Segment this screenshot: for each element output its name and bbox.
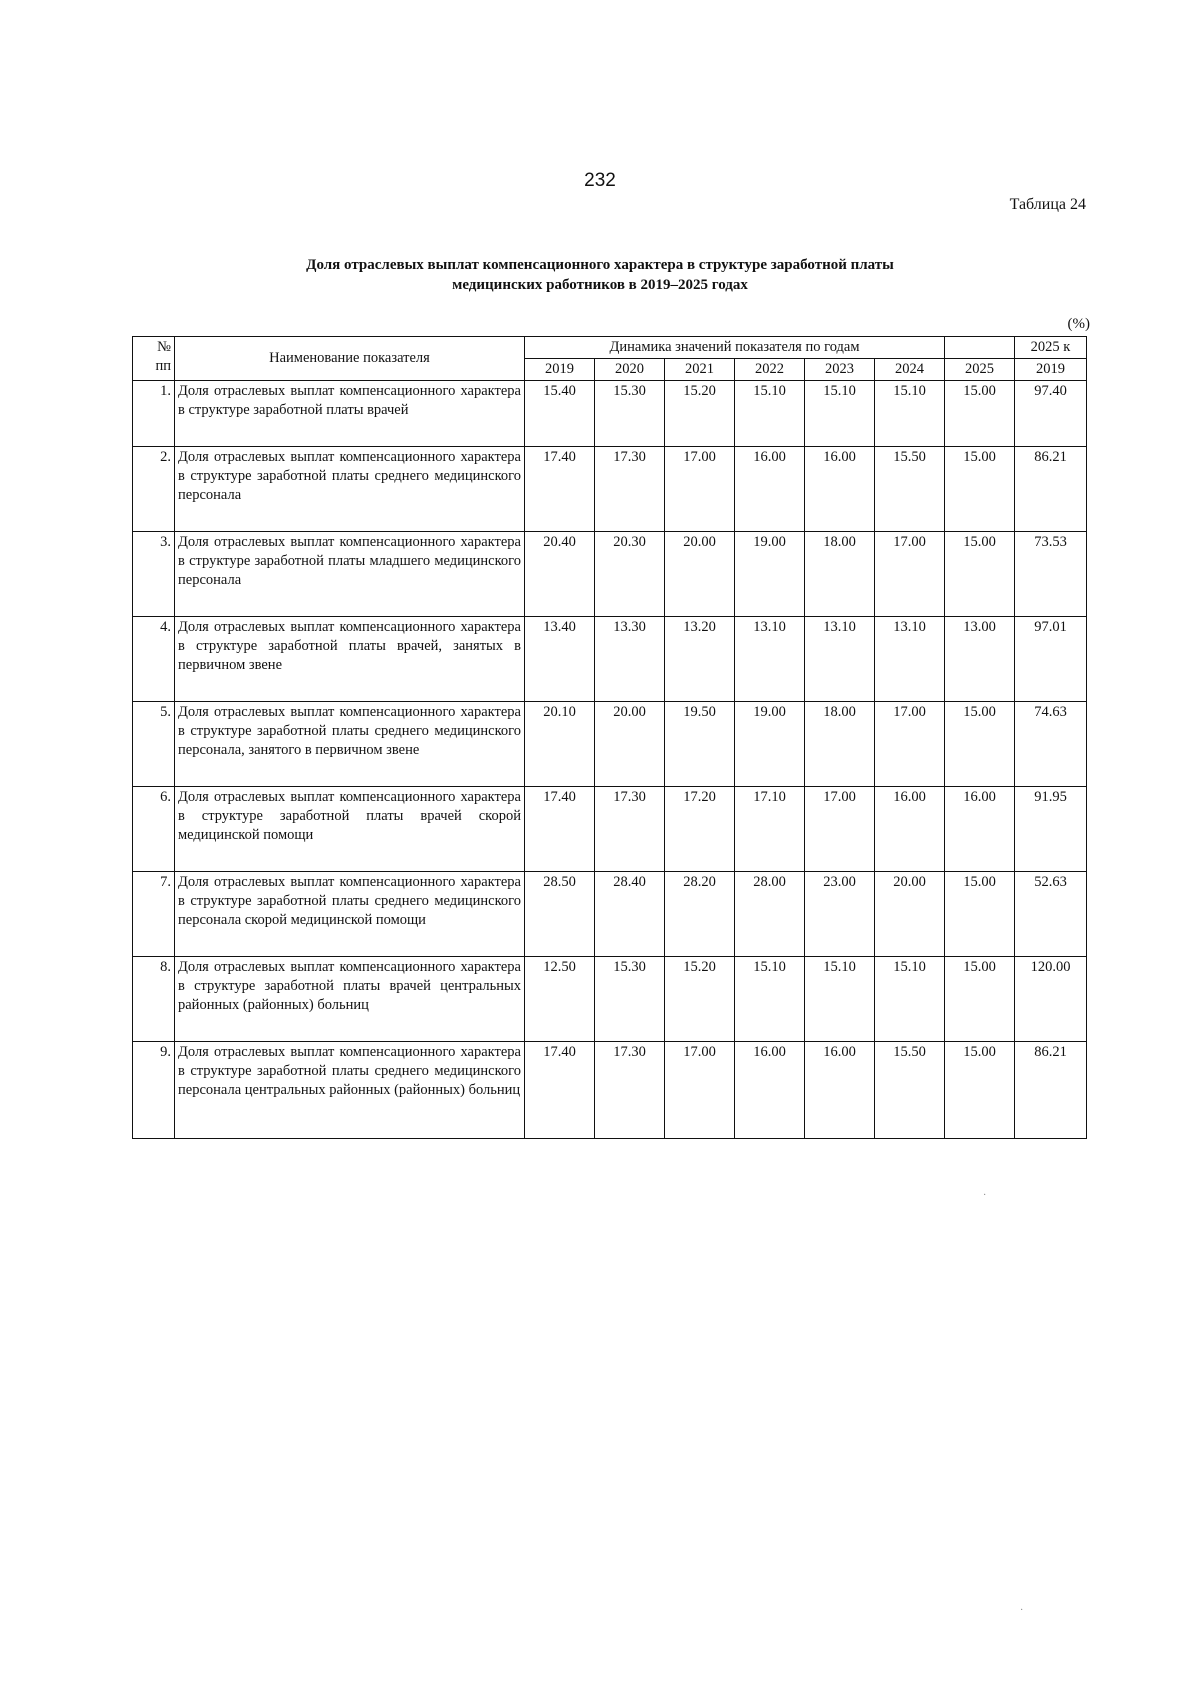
row-number: 4.: [133, 617, 175, 702]
ratio-2025-to-2019: 120.00: [1015, 957, 1087, 1042]
value-2021: 17.20: [665, 787, 735, 872]
value-2022: 15.10: [735, 957, 805, 1042]
value-2025: 15.00: [945, 872, 1015, 957]
value-2019: 17.40: [525, 1042, 595, 1139]
value-2024: 15.10: [875, 957, 945, 1042]
value-2022: 28.00: [735, 872, 805, 957]
page-number: 232: [584, 170, 616, 191]
value-2020: 17.30: [595, 787, 665, 872]
value-2023: 18.00: [805, 532, 875, 617]
ratio-2025-to-2019: 86.21: [1015, 1042, 1087, 1139]
value-2019: 17.40: [525, 787, 595, 872]
table-row: [133, 787, 1087, 872]
row-number: 1.: [133, 381, 175, 447]
value-2020: 20.00: [595, 702, 665, 787]
row-number: 8.: [133, 957, 175, 1042]
indicator-name: Доля отраслевых выплат компенсационного характера в структуре заработной платы среднего медицинского персонала: [175, 447, 525, 532]
value-2019: 12.50: [525, 957, 595, 1042]
header-no-line-2: пп: [155, 358, 171, 374]
scan-mark: ·: [1020, 1605, 1024, 1616]
indicator-name: Доля отраслевых выплат компенсационного характера в структуре заработной платы врачей: [175, 381, 525, 447]
header-year-2023: 2023: [805, 359, 875, 381]
row-number: 3.: [133, 532, 175, 617]
value-2024: 15.50: [875, 447, 945, 532]
value-2021: 17.00: [665, 1042, 735, 1139]
value-2023: 15.10: [805, 381, 875, 447]
header-row-1: [133, 337, 1087, 359]
table-row: [133, 447, 1087, 532]
ratio-2025-to-2019: 74.63: [1015, 702, 1087, 787]
row-number: 6.: [133, 787, 175, 872]
value-2020: 20.30: [595, 532, 665, 617]
header-year-2021: 2021: [665, 359, 735, 381]
value-2023: 13.10: [805, 617, 875, 702]
value-2020: 15.30: [595, 381, 665, 447]
value-2020: 17.30: [595, 447, 665, 532]
row-number: 7.: [133, 872, 175, 957]
value-2024: 15.10: [875, 381, 945, 447]
table-row: [133, 381, 1087, 447]
value-2021: 15.20: [665, 381, 735, 447]
ratio-2025-to-2019: 73.53: [1015, 532, 1087, 617]
value-2019: 17.40: [525, 447, 595, 532]
ratio-2025-to-2019: 97.01: [1015, 617, 1087, 702]
value-2021: 15.20: [665, 957, 735, 1042]
units-label: (%): [1067, 316, 1090, 332]
value-2020: 17.30: [595, 1042, 665, 1139]
indicator-name: Доля отраслевых выплат компенсационного характера в структуре заработной платы среднего медицинского персонала центральных районных (районных) больниц: [175, 1042, 525, 1139]
value-2025: 16.00: [945, 787, 1015, 872]
value-2019: 20.40: [525, 532, 595, 617]
header-year-2025: 2025: [945, 359, 1015, 381]
value-2025: 13.00: [945, 617, 1015, 702]
header-no: [133, 337, 175, 381]
value-2022: 16.00: [735, 447, 805, 532]
row-number: 9.: [133, 1042, 175, 1139]
header-no-line-1: №: [157, 339, 171, 355]
value-2025: 15.00: [945, 447, 1015, 532]
value-2022: 16.00: [735, 1042, 805, 1139]
value-2023: 16.00: [805, 447, 875, 532]
value-2023: 17.00: [805, 787, 875, 872]
header-ratio-line-2: 2019: [1015, 359, 1087, 381]
value-2023: 15.10: [805, 957, 875, 1042]
value-2022: 19.00: [735, 532, 805, 617]
value-2025: 15.00: [945, 1042, 1015, 1139]
header-year-2019: 2019: [525, 359, 595, 381]
value-2025: 15.00: [945, 381, 1015, 447]
value-2024: 20.00: [875, 872, 945, 957]
value-2024: 17.00: [875, 702, 945, 787]
value-2021: 20.00: [665, 532, 735, 617]
value-2023: 16.00: [805, 1042, 875, 1139]
title-line-1: Доля отраслевых выплат компенсационного характера в структуре заработной платы: [306, 257, 894, 273]
value-2021: 13.20: [665, 617, 735, 702]
table-row: [133, 702, 1087, 787]
value-2020: 15.30: [595, 957, 665, 1042]
table-row: [133, 617, 1087, 702]
ratio-2025-to-2019: 52.63: [1015, 872, 1087, 957]
row-number: 5.: [133, 702, 175, 787]
header-dynamics-gap: [945, 337, 1015, 359]
table-title: [0, 255, 1200, 295]
value-2022: 15.10: [735, 381, 805, 447]
value-2019: 20.10: [525, 702, 595, 787]
indicator-name: Доля отраслевых выплат компенсационного характера в структуре заработной платы младшего медицинского персонала: [175, 532, 525, 617]
ratio-2025-to-2019: 91.95: [1015, 787, 1087, 872]
header-dynamics: Динамика значений показателя по годам: [525, 337, 945, 359]
indicator-name: Доля отраслевых выплат компенсационного характера в структуре заработной платы среднего медицинского персонала, занятого в первичном звене: [175, 702, 525, 787]
header-ratio-line-1: 2025 к: [1015, 337, 1087, 359]
value-2022: 13.10: [735, 617, 805, 702]
value-2020: 28.40: [595, 872, 665, 957]
title-line-2: медицинских работников в 2019–2025 годах: [452, 277, 748, 293]
value-2019: 13.40: [525, 617, 595, 702]
scan-mark: ·: [983, 1190, 987, 1201]
value-2024: 15.50: [875, 1042, 945, 1139]
header-year-2022: 2022: [735, 359, 805, 381]
value-2025: 15.00: [945, 702, 1015, 787]
table-row: [133, 872, 1087, 957]
value-2024: 16.00: [875, 787, 945, 872]
value-2020: 13.30: [595, 617, 665, 702]
value-2024: 17.00: [875, 532, 945, 617]
table-row: [133, 1042, 1087, 1139]
value-2021: 19.50: [665, 702, 735, 787]
value-2023: 23.00: [805, 872, 875, 957]
table-label: Таблица 24: [1009, 196, 1086, 213]
value-2022: 19.00: [735, 702, 805, 787]
ratio-2025-to-2019: 97.40: [1015, 381, 1087, 447]
value-2025: 15.00: [945, 532, 1015, 617]
header-year-2024: 2024: [875, 359, 945, 381]
value-2022: 17.10: [735, 787, 805, 872]
value-2021: 17.00: [665, 447, 735, 532]
value-2023: 18.00: [805, 702, 875, 787]
table-row: [133, 532, 1087, 617]
table-row: [133, 957, 1087, 1042]
header-year-2020: 2020: [595, 359, 665, 381]
value-2021: 28.20: [665, 872, 735, 957]
indicator-name: Доля отраслевых выплат компенсационного характера в структуре заработной платы врачей скорой медицинской помощи: [175, 787, 525, 872]
row-number: 2.: [133, 447, 175, 532]
ratio-2025-to-2019: 86.21: [1015, 447, 1087, 532]
value-2025: 15.00: [945, 957, 1015, 1042]
indicator-name: Доля отраслевых выплат компенсационного характера в структуре заработной платы врачей центральных районных (районных) больниц: [175, 957, 525, 1042]
value-2019: 28.50: [525, 872, 595, 957]
value-2019: 15.40: [525, 381, 595, 447]
indicator-name: Доля отраслевых выплат компенсационного характера в структуре заработной платы среднего медицинского персонала скорой медицинской помощи: [175, 872, 525, 957]
data-table: [132, 336, 1087, 1139]
value-2024: 13.10: [875, 617, 945, 702]
indicator-name: Доля отраслевых выплат компенсационного характера в структуре заработной платы врачей, занятых в первичном звене: [175, 617, 525, 702]
header-name: Наименование показателя: [175, 337, 525, 381]
